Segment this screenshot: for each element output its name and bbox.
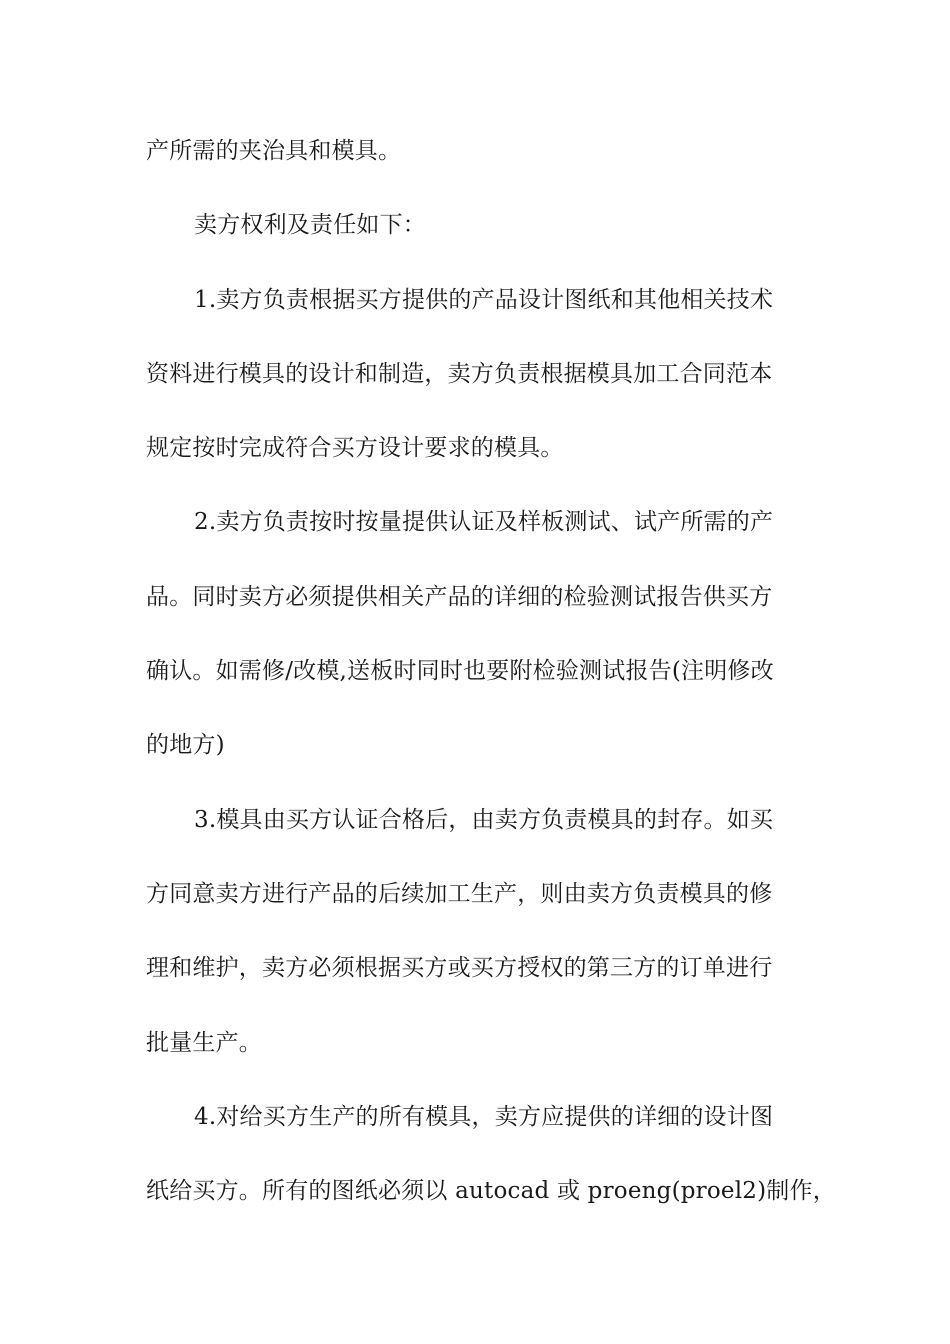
section-heading: 卖方权利及责任如下：	[194, 212, 426, 238]
text-line: 品。同时卖方必须提供相关产品的详细的检验测试报告供买方	[146, 584, 773, 610]
text-line: 产所需的夹治具和模具。	[146, 138, 402, 164]
text-line: 1.卖方负责根据买方提供的产品设计图纸和其他相关技术	[194, 287, 774, 313]
text-line: 确认。如需修/改模,送板时同时也要附检验测试报告(注明修改	[146, 658, 774, 684]
text-line: 资料进行模具的设计和制造，卖方负责根据模具加工合同范本	[146, 361, 773, 387]
text-line: 方同意卖方进行产品的后续加工生产，则由卖方负责模具的修	[146, 881, 773, 907]
text-line: 理和维护，卖方必须根据买方或买方授权的第三方的订单进行	[146, 955, 773, 981]
text-line: 2.卖方负责按时按量提供认证及样板测试、试产所需的产	[194, 509, 774, 535]
text-line: 规定按时完成符合买方设计要求的模具。	[146, 435, 564, 461]
text-line: 3.模具由买方认证合格后，由卖方负责模具的封存。如买	[194, 807, 774, 833]
text-line: 4.对给买方生产的所有模具，卖方应提供的详细的设计图	[194, 1104, 774, 1130]
text-line: 的地方)	[146, 732, 225, 758]
text-line: 纸给买方。所有的图纸必须以 autocad 或 proeng(proel2)制作，	[146, 1178, 836, 1204]
text-line: 批量生产。	[146, 1030, 262, 1056]
